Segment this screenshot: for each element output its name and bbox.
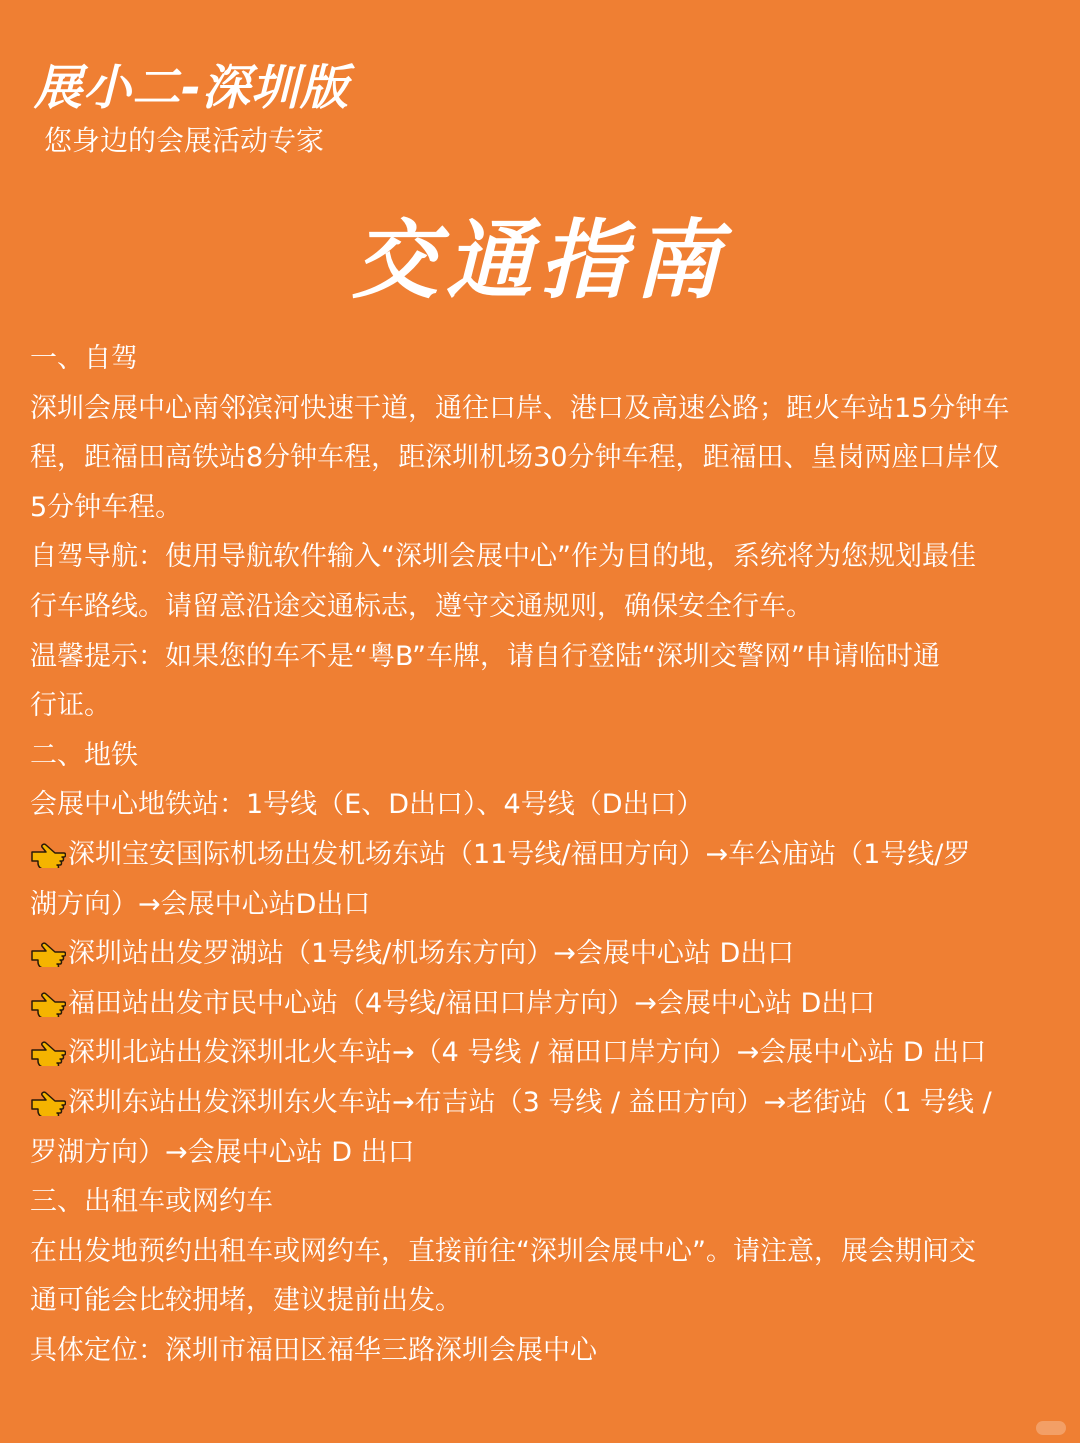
route-text: 深圳站出发罗湖站（1号线/机场东方向）→会展中心站 D出口 [68,938,795,970]
paragraph-line: 深圳会展中心南邻滨河快速干道，通往口岸、港口及高速公路；距火车站15分钟车 [30,392,1010,424]
paragraph-line: 程，距福田高铁站8分钟车程，距深圳机场30分钟车程，距福田、皇岗两座口岸仅 [30,442,1000,474]
watermark-badge [1036,1421,1066,1435]
pointing-hand-icon [30,1088,66,1116]
route-text: 福田站出发市民中心站（4号线/福田口岸方向）→会展中心站 D出口 [68,987,876,1019]
route-item [30,1028,1055,1078]
section-heading-taxi: 三、出租车或网约车 [30,1186,273,1218]
guide-content [30,334,1055,1375]
paragraph-line: 5分钟车程。 [30,491,183,523]
route-text: 深圳东站出发深圳东火车站→布吉站（3 号线 / 益田方向）→老街站（1 号线 / [68,1086,992,1118]
paragraph-line: 湖方向）→会展中心站D出口 [30,888,371,920]
pointing-hand-icon [30,1038,66,1066]
brand-subtitle: 您身边的会展活动专家 [44,124,325,157]
page-title: 交通指南 [352,211,728,311]
paragraph-line: 会展中心地铁站：1号线（E、D出口）、4号线（D出口） [30,789,704,821]
route-item [30,929,1055,979]
paragraph-line: 在出发地预约出租车或网约车，直接前往“深圳会展中心”。请注意，展会期间交 [30,1235,976,1267]
route-item [30,1078,1055,1128]
paragraph-line: 罗湖方向）→会展中心站 D 出口 [30,1136,415,1168]
paragraph-line: 通可能会比较拥堵，建议提前出发。 [30,1285,462,1317]
route-item [30,979,1055,1029]
route-text: 深圳北站出发深圳北火车站→（4 号线 / 福田口岸方向）→会展中心站 D 出口 [68,1037,987,1069]
paragraph-line: 行车路线。请留意沿途交通标志，遵守交通规则，确保安全行车。 [30,590,813,622]
paragraph-line: 行证。 [30,690,111,722]
section-heading-driving: 一、自驾 [30,343,138,374]
route-text: 深圳宝安国际机场出发机场东站（11号线/福田方向）→车公庙站（1号线/罗 [68,838,971,870]
route-item [30,830,1055,880]
pointing-hand-icon [30,989,66,1017]
pointing-hand-icon [30,939,66,967]
paragraph-line: 自驾导航：使用导航软件输入“深圳会展中心”作为目的地，系统将为您规划最佳 [30,541,976,573]
paragraph-line: 温馨提示：如果您的车不是“粤B”车牌，请自行登陆“深圳交警网”申请临时通 [30,640,940,672]
pointing-hand-icon [30,840,66,868]
brand-title: 展小二-深圳版 [34,60,349,116]
section-heading-metro: 二、地铁 [30,739,138,771]
location-line: 具体定位：深圳市福田区福华三路深圳会展中心 [30,1334,597,1366]
